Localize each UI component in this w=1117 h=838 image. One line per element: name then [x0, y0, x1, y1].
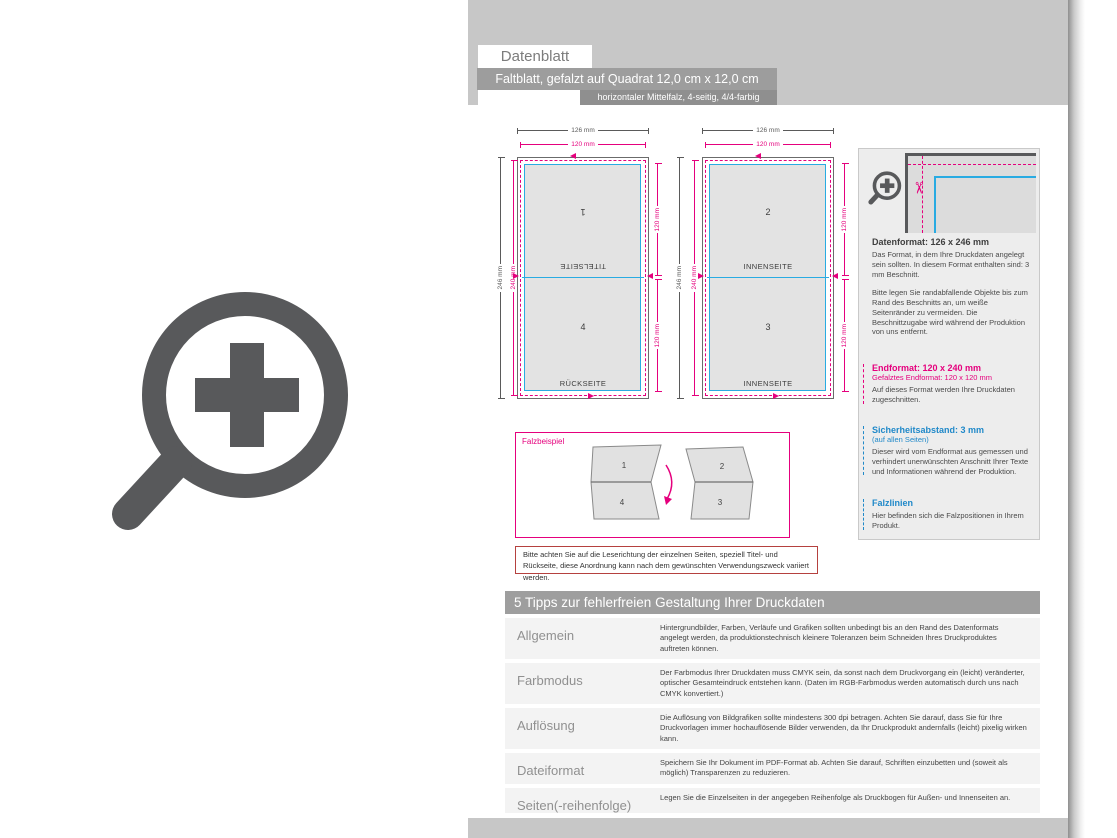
sheet2-dim-outer-width: 126 mm — [702, 126, 834, 134]
fold-mark-icon — [698, 273, 704, 279]
safety-margin-line — [934, 176, 1036, 233]
datasheet-page — [468, 0, 1068, 838]
format-info-panel — [858, 148, 1040, 540]
page-edge-shadow — [1068, 0, 1085, 838]
endformat-accent-line — [863, 364, 864, 404]
fold-example-diagram — [516, 433, 789, 537]
sheet2-bottom-label: INNENSEITE — [743, 379, 793, 388]
sheet1-dim-half-bottom: 120 mm — [652, 279, 662, 392]
fold-mark-icon — [513, 273, 519, 279]
product-subtitle: horizontaler Mittelfalz, 4-seitig, 4/4-farbig — [580, 90, 777, 105]
section-falzlinien — [872, 498, 1030, 531]
sheet2-dim-inner-width: 120 mm — [705, 140, 831, 148]
tip-text: Der Farbmodus Ihrer Druckdaten muss CMYK sein, da sonst nach dem Druckvorgang ein (leicht) veränderter, optischer Gesamteindruck entstehen kann. (Daten im RGB-Farbmodus werden automatisch durch uns nach CMYK konvertiert.) — [660, 668, 1025, 698]
tips-section — [505, 591, 1040, 813]
section-heading: Falzlinien — [872, 498, 914, 508]
sheet1-dim-inner-width: 120 mm — [520, 140, 646, 148]
sheet2-fold-line — [707, 277, 829, 278]
sheet1-dim-outer-height: 246 mm — [495, 157, 505, 399]
fold-example-label: Falzbeispiel — [522, 437, 565, 446]
tip-label: Auflösung — [517, 718, 575, 734]
sheet1-top-label: TITELSEITE — [559, 262, 607, 271]
tip-row — [505, 753, 1040, 784]
svg-text:3: 3 — [717, 498, 723, 507]
scissors-icon: ✂ — [909, 181, 927, 195]
sheet1-dim-outer-width: 126 mm — [517, 126, 649, 134]
foldline-accent-line — [863, 499, 864, 530]
tip-text: Speichern Sie Ihr Dokument im PDF-Format ab. Achten Sie darauf, Schriften einzubetten und (soweit als möglich) Transparenzen zu reduzieren. — [660, 758, 1008, 778]
zoom-in-icon[interactable] — [867, 171, 903, 207]
section-heading: Endformat: 120 x 240 mm — [872, 363, 982, 373]
sheet2-dim-outer-height: 246 mm — [674, 157, 684, 399]
sheet1-dim-half-top: 120 mm — [652, 163, 662, 276]
fold-mark-icon — [588, 393, 594, 399]
tip-text: Die Auflösung von Bildgrafiken sollte mindestens 300 dpi betragen. Achten Sie darauf, dass Sie für Ihre Druckvorlagen immer hochauflösende Bilder verwenden, da Ihr Druckprodukt andernfalls (leicht) pixelig wirken kann. — [660, 713, 1027, 743]
zoom-in-icon[interactable] — [100, 288, 362, 550]
tip-row — [505, 618, 1040, 659]
endformat-cut-line — [908, 164, 1036, 165]
section-sicherheitsabstand — [872, 425, 1030, 476]
section-datenformat — [872, 237, 1030, 337]
sheet1-page-number-bottom: 4 — [580, 322, 586, 332]
fold-mark-icon — [647, 273, 653, 279]
tip-text: Legen Sie die Einzelseiten in der angegeben Reihenfolge als Druckbogen für Außen- und Innenseiten an. — [660, 792, 1011, 802]
section-heading: Datenformat: 126 x 246 mm — [872, 237, 990, 247]
svg-text:2: 2 — [719, 462, 725, 471]
sheet2-dim-half-top: 120 mm — [839, 163, 849, 276]
sheet1-dim-inner-height: 240 mm — [508, 160, 518, 396]
section-text: Auf dieses Format werden Ihre Druckdaten zugeschnitten. — [872, 385, 1015, 404]
section-text: Bitte legen Sie randabfallende Objekte bis zum Rand des Beschnitts an, um weiße Seitenränder zu vermeiden. Die Beschnittzugabe wird während der Produktion von uns entfernt. — [872, 288, 1028, 337]
fold-example-box — [515, 432, 790, 538]
tip-label: Dateiformat — [517, 763, 585, 779]
section-subheading: (auf allen Seiten) — [872, 435, 929, 444]
tips-title: 5 Tipps zur fehlerfreien Gestaltung Ihrer Druckdaten — [505, 591, 1040, 614]
sheet2-dim-half-bottom: 120 mm — [839, 279, 849, 392]
safety-accent-line — [863, 426, 864, 475]
section-endformat — [872, 363, 1030, 405]
fold-mark-icon — [773, 393, 779, 399]
tip-text: Hintergrundbilder, Farben, Verläufe und Grafiken sollten unbedingt bis an den Rand des Datenformats angelegt werden, da produktionstechnisch kleinere Toleranzen beim Schneiden Ihres Druckproduktes auftreten können. — [660, 623, 999, 653]
sheet2-dim-inner-height: 240 mm — [689, 160, 699, 396]
section-text: Hier befinden sich die Falzpositionen in Ihrem Produkt. — [872, 511, 1024, 530]
svg-text:4: 4 — [619, 498, 625, 507]
tip-row — [505, 788, 1040, 813]
sheet1-page-number-top: 1 — [580, 207, 586, 217]
section-text: Dieser wird vom Endformat aus gemessen und verhindert unerwünschten Anschnitt Ihrer Texte und Informationen während der Produktion. — [872, 447, 1029, 476]
section-heading: Sicherheitsabstand: 3 mm — [872, 425, 985, 435]
sheet2-page-number-bottom: 3 — [765, 322, 771, 332]
tip-label: Farbmodus — [517, 673, 583, 689]
sheet2-top-label: INNENSEITE — [743, 262, 793, 271]
fold-mark-icon — [755, 153, 761, 159]
footer-band — [468, 818, 1068, 838]
corner-detail-image — [905, 153, 1036, 233]
fold-mark-icon — [570, 153, 576, 159]
sheet1-bottom-label: RÜCKSEITE — [559, 379, 607, 388]
page-title: Datenblatt — [478, 45, 592, 105]
svg-text:1: 1 — [621, 461, 627, 470]
sheet1-fold-line — [522, 277, 644, 278]
sheet2-page-number-top: 2 — [765, 207, 771, 217]
tip-row — [505, 708, 1040, 749]
tip-label: Allgemein — [517, 628, 575, 643]
section-text: Das Format, in dem Ihre Druckdaten angelegt sein sollten. In diesem Format enthalten sind: 3 mm Beschnitt. — [872, 250, 1030, 279]
tip-label: Seiten(-reihenfolge) — [517, 797, 632, 813]
reading-direction-note: Bitte achten Sie auf die Leserichtung der einzelnen Seiten, speziell Titel- und Rückseite, diese Anordnung kann nach dem gewünschten Verwendungszweck variiert werden. — [515, 546, 818, 574]
product-title: Faltblatt, gefalzt auf Quadrat 12,0 cm x 12,0 cm — [477, 68, 777, 90]
section-subheading: Gefalztes Endformat: 120 x 120 mm — [872, 373, 993, 382]
fold-mark-icon — [832, 273, 838, 279]
tip-row — [505, 663, 1040, 704]
